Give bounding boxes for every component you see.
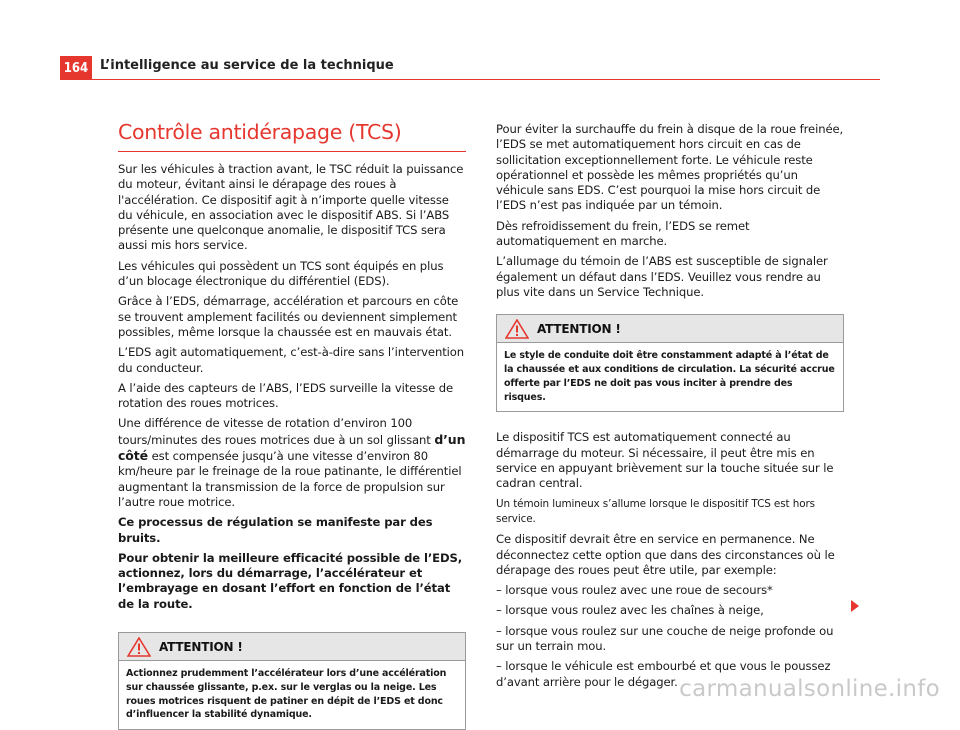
paragraph: Le dispositif TCS est automatiquement connecté au démarrage du moteur. Si nécessaire, il peut être mis en service en appuyant brièvement sur la touche située sur le cadran central.: [496, 430, 834, 491]
continue-arrow-icon: [851, 600, 859, 612]
paragraph: Les véhicules qui possèdent un TCS sont équipés en plus d’un blocage électronique du différentiel (EDS).: [118, 258, 444, 289]
paragraph: L’EDS agit automatiquement, c’est-à-dire sans l’intervention du conducteur.: [118, 345, 464, 375]
header-divider: [60, 79, 880, 80]
paragraph: L’allumage du témoin de l’ABS est susceptible de signaler également un défaut dans l’EDS. Veuillez vous rendre au plus vite dans un Service Technique.: [496, 254, 828, 299]
emphasis-text: d’un côté: [118, 431, 466, 464]
watermark: carmanualsonline.info: [679, 676, 940, 702]
paragraph: [118, 416, 466, 510]
warning-box: [496, 314, 844, 412]
warning-box: [118, 632, 466, 730]
paragraph: Dès refroidissement du frein, l’EDS se remet automatiquement en marche.: [496, 218, 750, 249]
title-divider: [118, 151, 466, 152]
warning-header: [497, 315, 843, 343]
paragraph-text: Une différence de vitesse de rotation d’environ 100 tours/minutes des roues motrices due à un sol glissant: [118, 416, 435, 447]
paragraph: Sur les véhicules à traction avant, le TSC réduit la puissance du moteur, évitant ainsi le dérapage des roues à l'accélération. Ce dispositif agit à n’importe quelle vitesse du véhicule, en association avec le dispositif ABS. Si l’ABS présente une quelconque anomalie, le dispositif TCS sera aussi mis hors service.: [118, 162, 464, 253]
warning-title: ATTENTION !: [159, 639, 243, 654]
warning-title: ATTENTION !: [537, 321, 621, 336]
warning-header: [119, 633, 465, 661]
paragraph: Grâce à l’EDS, démarrage, accélération et parcours en côte se trouvent amplement facilités ou deviennent simplement possibles, même lorsque la chaussée est en mauvais état.: [118, 294, 459, 339]
warning-triangle-icon: [127, 637, 151, 657]
paragraph-text: est compensée jusqu’à une vitesse d’environ 80 km/heure par le freinage de la roue patinante, le différentiel augmentant la transmission de la force de propulsion sur l’autre roue motrice.: [118, 449, 462, 509]
paragraph: A l’aide des capteurs de l’ABS, l’EDS surveille la vitesse de rotation des roues motrices.: [118, 380, 453, 411]
running-title: L’intelligence au service de la technique: [100, 58, 394, 73]
list-item: – lorsque vous roulez sur une couche de neige profonde ou sur un terrain mou.: [496, 623, 834, 654]
page-number: 164: [60, 56, 92, 80]
paragraph: Pour éviter la surchauffe du frein à disque de la roue freinée, l’EDS se met automatiquement hors circuit en cas de sollicitation exceptionnellement forte. Le véhicule reste opérationnel et possède les mêmes propriétés qu’un véhicule sans EDS. C’est pourquoi la mise hors circuit de l’EDS n’est pas indiquée par un témoin.: [496, 122, 844, 213]
list-item: – lorsque vous roulez avec les chaînes à neige,: [496, 603, 764, 618]
warning-triangle-icon: [505, 319, 529, 339]
bold-paragraph: Ce processus de régulation se manifeste par des bruits.: [118, 515, 433, 545]
paragraph: Ce dispositif devrait être en service en permanence. Ne déconnectez cette option que dans des circonstances où le dérapage des roues peut être utile, par exemple:: [496, 532, 835, 577]
list-item: – lorsque vous roulez avec une roue de secours*: [496, 583, 773, 598]
left-column: [118, 120, 466, 730]
section-title: Contrôle antidérapage (TCS): [118, 120, 402, 144]
right-column: [496, 122, 846, 695]
warning-text: Le style de conduite doit être constamment adapté à l’état de la chaussée et aux conditions de circulation. La sécurité accrue offerte par l’EDS ne doit pas vous inciter à prendre des risques.: [504, 350, 835, 403]
list-item: – lorsque le véhicule est embourbé et que vous le poussez d’avant arrière pour le dégager.: [496, 659, 831, 689]
bold-paragraph: Pour obtenir la meilleure efficacité possible de l’EDS, actionnez, lors du démarrage, l’accélérateur et l’embrayage en dosant l’effort en fonction de l’état de la route.: [118, 550, 463, 611]
indicator-note: Un témoin lumineux s’allume lorsque le dispositif TCS est hors service.: [496, 497, 815, 525]
warning-text: Actionnez prudemment l’accélérateur lors d’une accélération sur chaussée glissante, p.ex. sur le verglas ou la neige. Les roues motrices risquent de patiner en dépit de l’EDS et donc d’influencer la stabilité dynamique.: [126, 668, 447, 721]
